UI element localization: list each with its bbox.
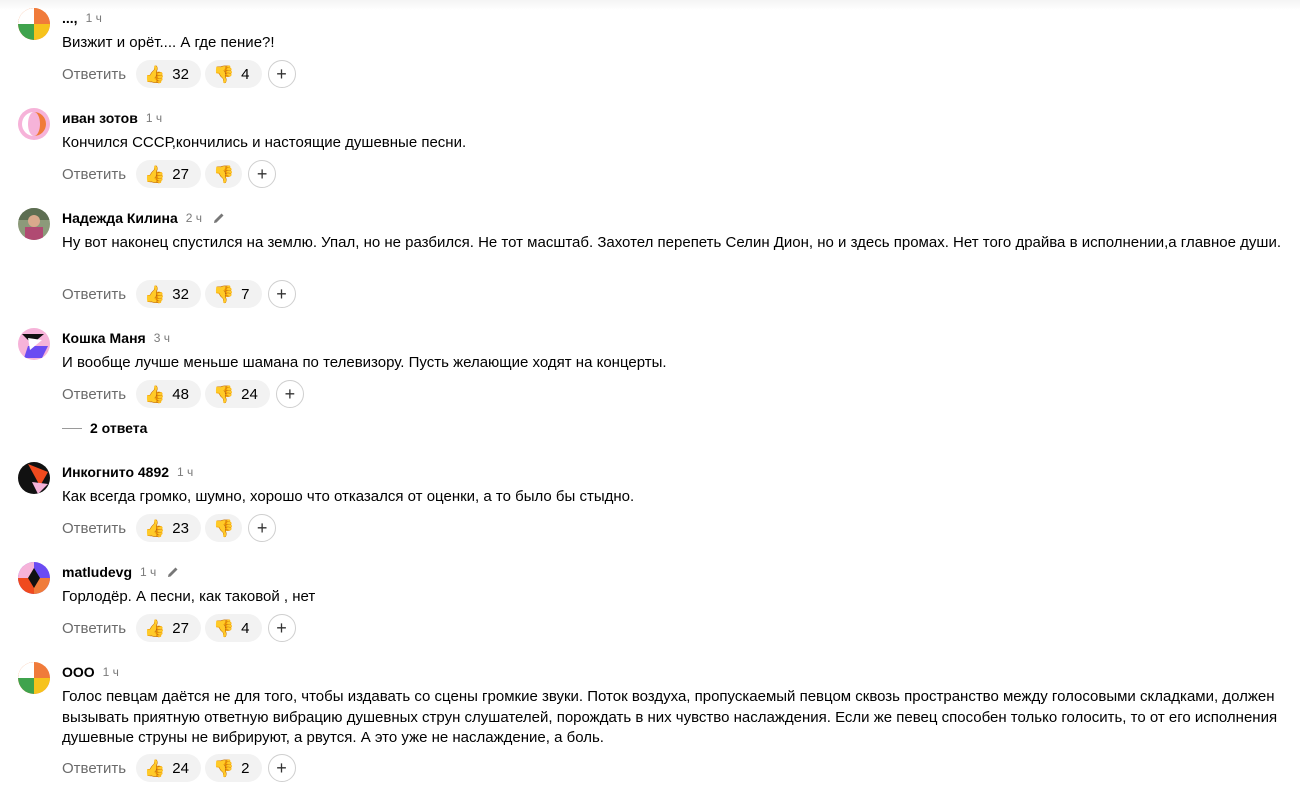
author-name[interactable]: ООО <box>62 664 95 680</box>
comment-actions <box>62 514 276 542</box>
plus-icon: + <box>276 617 287 638</box>
dislike-button[interactable] <box>205 60 262 88</box>
top-fade <box>0 0 1300 10</box>
author-name[interactable]: ..., <box>62 10 78 26</box>
dislike-count: 4 <box>241 65 250 83</box>
author-name[interactable]: matludevg <box>62 564 133 580</box>
dislike-count: 24 <box>241 385 258 403</box>
timestamp[interactable]: 3 ч <box>153 331 170 345</box>
dislike-button[interactable] <box>205 754 262 782</box>
comment-actions <box>62 754 296 782</box>
like-button[interactable] <box>136 614 201 642</box>
plus-icon: + <box>256 163 268 184</box>
thumbs-down-icon: 👎 <box>212 618 235 638</box>
author-name[interactable]: Инкогнито 4892 <box>62 464 170 480</box>
thumbs-up-icon: 👍 <box>144 164 166 184</box>
comment-text: Горлодёр. А песни, как таковой , нет <box>62 588 316 605</box>
dislike-button[interactable] <box>205 280 262 308</box>
like-button[interactable] <box>136 514 201 542</box>
comment-header <box>62 210 226 226</box>
thumbs-up-icon: 👍 <box>144 618 166 638</box>
comment-header <box>62 10 102 26</box>
comment-actions <box>62 60 296 88</box>
timestamp[interactable]: 1 ч <box>145 111 163 125</box>
thumbs-down-icon: 👎 <box>212 164 235 184</box>
comment-text: И вообще лучше меньше шамана по телевизору. Пусть желающие ходят на концерты. <box>62 354 667 371</box>
add-reaction-button[interactable] <box>268 754 296 782</box>
thumbs-up-icon: 👍 <box>144 758 166 778</box>
comment-actions <box>62 160 276 188</box>
dislike-count: 2 <box>241 759 250 777</box>
thumbs-down-icon: 👎 <box>212 284 235 304</box>
author-name[interactable]: Надежда Килина <box>62 210 178 226</box>
thumbs-down-icon: 👎 <box>212 758 235 778</box>
like-count: 32 <box>172 65 189 83</box>
thumbs-down-icon: 👎 <box>212 384 235 404</box>
plus-icon: + <box>256 517 268 538</box>
like-count: 24 <box>172 759 189 777</box>
comment-text: Ну вот наконец спустился на землю. Упал, но не разбился. Не тот масштаб. Захотел перепеть Селин Дион, но и здесь промах. Нет того драйва в исполнении,а главное души. <box>62 234 1281 251</box>
comment-header <box>62 464 193 480</box>
comment-text: Визжит и орёт.... А где пение?! <box>62 34 275 51</box>
like-button[interactable] <box>136 160 201 188</box>
thumbs-down-icon: 👎 <box>212 64 235 84</box>
avatar[interactable] <box>18 8 50 40</box>
reply-button[interactable]: Ответить <box>62 519 127 537</box>
author-name[interactable]: Кошка Маня <box>62 330 146 346</box>
comment-header <box>62 564 180 580</box>
plus-icon: + <box>276 63 287 84</box>
comment-text: Голос певцам даётся не для того, чтобы издавать со сцены громкие звуки. Поток воздуха, пропускаемый певцом сквозь пространство между голосовыми складками, должен вызывать приятную ответную вибрацию душевных струн слушателей, порождать в них чувство наслаждения. Если же певец способен только голосить, то от его исполнения душевные струны не вибрируют, а рвутся. А это уже не наслаждение, а боль. <box>62 688 1278 746</box>
comment-header <box>62 330 170 346</box>
avatar[interactable] <box>18 328 50 360</box>
dislike-button[interactable] <box>205 380 270 408</box>
add-reaction-button[interactable] <box>268 280 296 308</box>
dislike-count: 7 <box>241 285 250 303</box>
like-button[interactable] <box>136 380 201 408</box>
plus-icon: + <box>284 383 296 404</box>
add-reaction-button[interactable] <box>268 60 296 88</box>
reply-button[interactable]: Ответить <box>62 619 127 637</box>
reply-button[interactable]: Ответить <box>62 285 127 303</box>
like-count: 27 <box>172 165 189 183</box>
avatar[interactable] <box>18 108 50 140</box>
dislike-button[interactable] <box>205 614 262 642</box>
reply-button[interactable]: Ответить <box>62 759 127 777</box>
thumbs-up-icon: 👍 <box>144 64 166 84</box>
reply-button[interactable]: Ответить <box>62 385 127 403</box>
replies-divider <box>62 428 82 429</box>
thumbs-down-icon: 👎 <box>212 518 235 538</box>
like-button[interactable] <box>136 754 201 782</box>
like-button[interactable] <box>136 60 201 88</box>
add-reaction-button[interactable] <box>248 160 276 188</box>
avatar[interactable] <box>18 208 50 240</box>
avatar[interactable] <box>18 662 50 694</box>
add-reaction-button[interactable] <box>248 514 276 542</box>
plus-icon: + <box>276 757 287 778</box>
author-name[interactable]: иван зотов <box>62 110 138 126</box>
add-reaction-button[interactable] <box>268 614 296 642</box>
show-replies-button[interactable] <box>62 420 147 436</box>
thumbs-up-icon: 👍 <box>144 284 166 304</box>
comment-actions <box>62 614 296 642</box>
pencil-icon <box>212 211 226 225</box>
timestamp[interactable]: 1 ч <box>85 11 102 25</box>
reply-button[interactable]: Ответить <box>62 65 127 83</box>
comment-header <box>62 110 162 126</box>
avatar[interactable] <box>18 562 50 594</box>
dislike-button[interactable] <box>205 160 242 188</box>
like-button[interactable] <box>136 280 201 308</box>
timestamp[interactable]: 1 ч <box>140 565 157 579</box>
timestamp[interactable]: 1 ч <box>102 665 119 679</box>
like-count: 48 <box>172 385 189 403</box>
avatar[interactable] <box>18 462 50 494</box>
comment-actions <box>62 280 296 308</box>
plus-icon: + <box>276 283 287 304</box>
timestamp[interactable]: 2 ч <box>185 211 203 225</box>
pencil-icon <box>166 565 180 579</box>
like-count: 32 <box>172 285 189 303</box>
reply-button[interactable]: Ответить <box>62 165 127 183</box>
dislike-button[interactable] <box>205 514 242 542</box>
comment-header <box>62 664 119 680</box>
thumbs-up-icon: 👍 <box>144 384 166 404</box>
replies-count-label: 2 ответа <box>90 420 148 436</box>
comment-text: Кончился СССР,кончились и настоящие душевные песни. <box>62 134 467 151</box>
like-count: 23 <box>172 519 189 537</box>
comment-actions <box>62 380 304 408</box>
add-reaction-button[interactable] <box>276 380 304 408</box>
dislike-count: 4 <box>241 619 250 637</box>
comment-text: Как всегда громко, шумно, хорошо что отказался от оценки, а то было бы стыдно. <box>62 488 635 505</box>
like-count: 27 <box>172 619 189 637</box>
thumbs-up-icon: 👍 <box>144 518 166 538</box>
timestamp[interactable]: 1 ч <box>177 465 194 479</box>
